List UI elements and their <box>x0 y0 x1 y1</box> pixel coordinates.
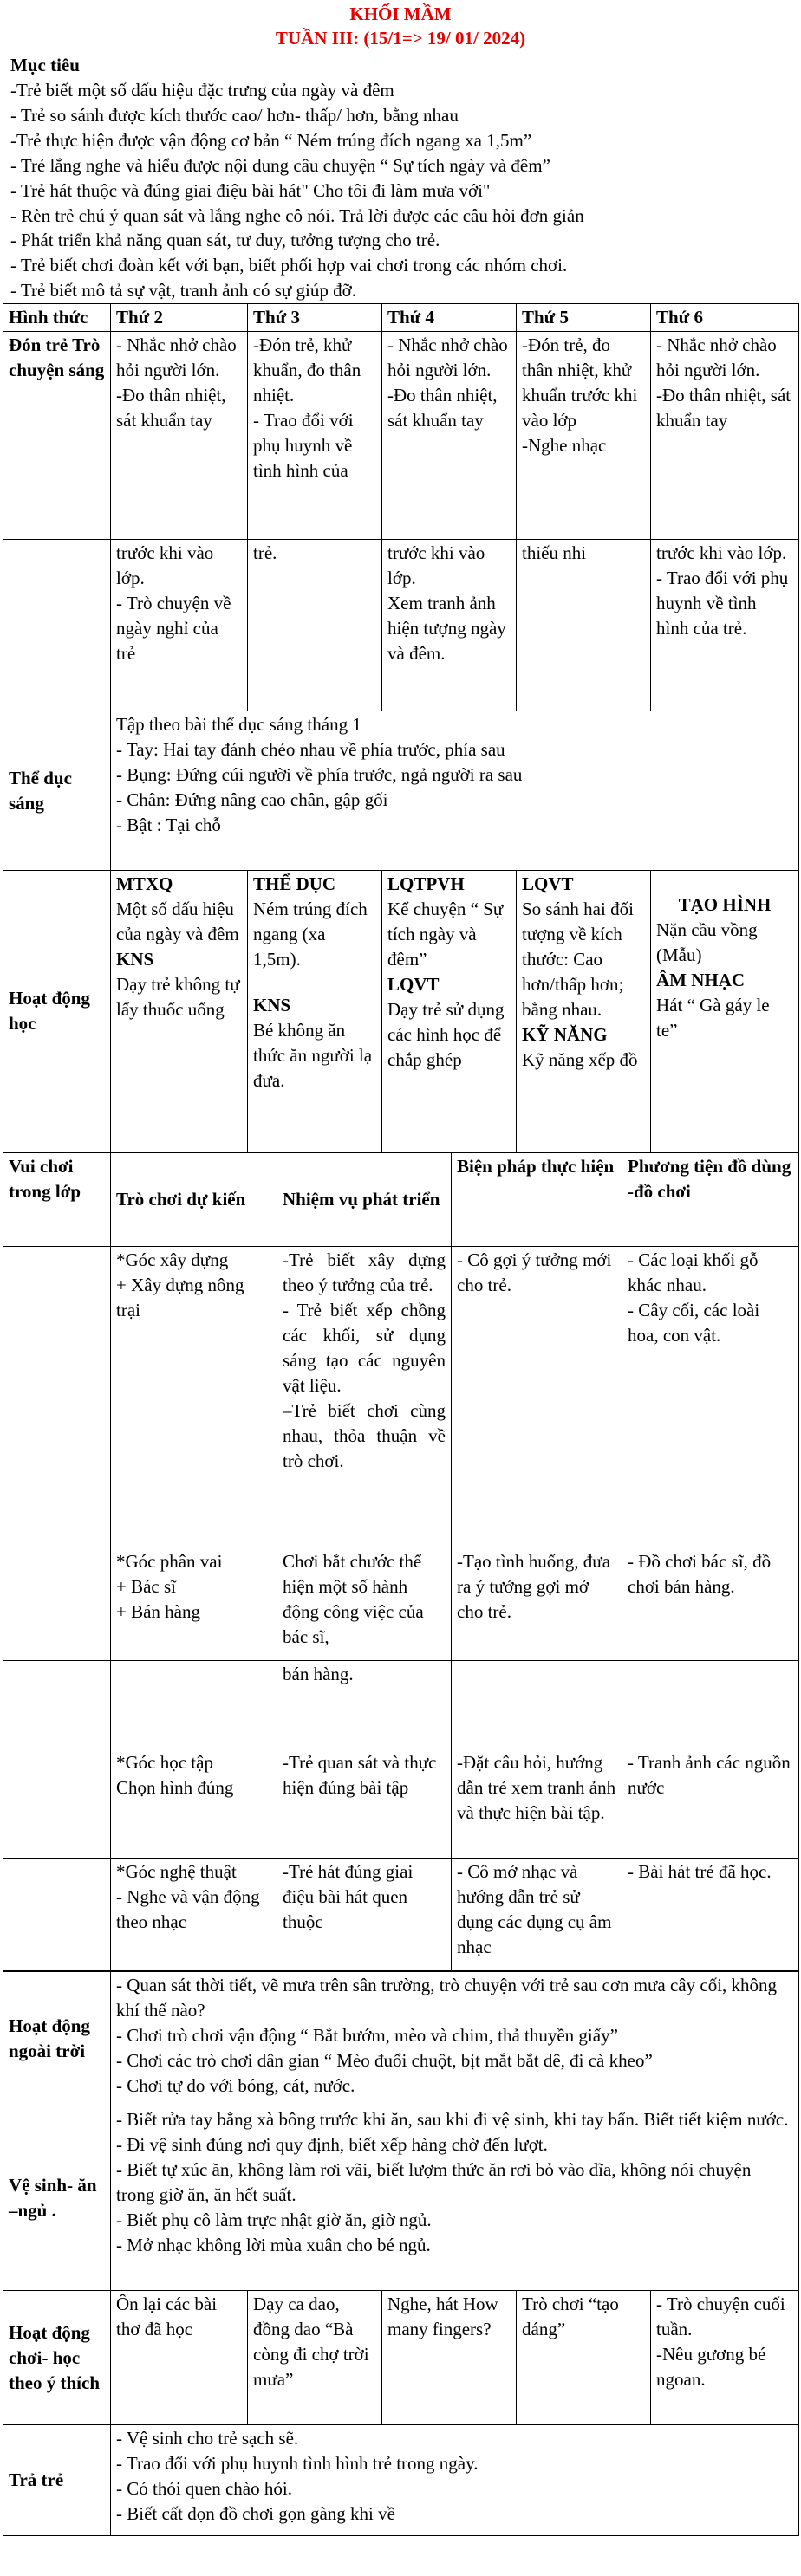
row-label-empty <box>3 1661 111 1749</box>
play-header-row <box>3 1153 799 1247</box>
subject-text: Một số dấu hiệu của ngày và đêm <box>116 899 239 945</box>
subject-title: THỂ DỤC <box>253 873 336 895</box>
subject-title: LQVT <box>387 974 440 996</box>
goal-item: - Trẻ biết mô tả sự vật, tranh ảnh có sự giúp đỡ. <box>10 280 356 302</box>
cell-text: -Trẻ hát đúng giai điệu bài hát quen thuộc <box>277 1859 452 1971</box>
table-row <box>3 1859 799 1971</box>
subject-text: So sánh hai đối tượng về kích thước: Cao hơn/thấp hơn; bằng nhau. <box>522 899 634 1021</box>
cell-text: trước khi vào lớp. - Trò chuyện về ngày nghỉ của trẻ <box>111 540 248 711</box>
cell-text <box>622 1661 799 1749</box>
table-header-row <box>3 304 799 332</box>
goals-title: Mục tiêu <box>10 54 80 75</box>
goals-section <box>0 53 801 304</box>
cell-text: - Tranh ảnh các nguồn nước <box>622 1749 799 1859</box>
row-label-choi-hoc: Hoạt động chơi- học theo ý thích <box>3 2291 111 2425</box>
subject-text: Hát “ Gà gáy le te” <box>656 995 770 1041</box>
goal-item: - Trẻ biết chơi đoàn kết với bạn, biết phối hợp vai chơi trong các nhóm chơi. <box>10 255 568 276</box>
cell-text <box>452 1661 622 1749</box>
cell-line: - Quan sát thời tiết, vẽ mưa trên sân trường, trò chuyện với trẻ sau cơn mưa cây cối, không khí thế nào? <box>116 1975 778 2021</box>
subject-text: Kỹ năng xếp đồ <box>522 1049 638 1071</box>
subject-text: Ném trúng đích ngang (xa 1,5m). <box>253 899 368 970</box>
table-row <box>3 1247 799 1548</box>
row-label-empty <box>3 1749 111 1859</box>
cell-line: - Có thói quen chào hỏi. <box>116 2478 292 2500</box>
cell-text: trẻ. <box>248 540 382 711</box>
goal-item: -Trẻ biết một số dấu hiệu đặc trưng của ngày và đêm <box>10 79 394 101</box>
play-col-header: Trò chơi dự kiến <box>111 1153 277 1247</box>
cell-text: - Các loại khối gỗ khác nhau. - Cây cối, các loài hoa, con vật. <box>622 1247 799 1548</box>
subject-title: LQTPVH <box>387 873 465 895</box>
cell-text: - Bài hát trẻ đã học. <box>622 1859 799 1971</box>
week-title: TUẦN III: (15/1=> 19/ 01/ 2024) <box>275 28 526 49</box>
row-label-hoat-dong-hoc: Hoạt động học <box>3 871 111 1152</box>
cell-line: - Chơi trò chơi vận động “ Bắt bướm, mèo và chim, thả thuyền giấy” <box>116 2025 618 2047</box>
table-row <box>3 1972 799 2106</box>
table-row <box>3 1661 799 1749</box>
cell-text: *Góc phân vai + Bác sĩ + Bán hàng <box>111 1548 277 1661</box>
cell-line: - Tay: Hai tay đánh chéo nhau về phía trước, phía sau <box>116 739 505 761</box>
cell-line: - Vệ sinh cho trẻ sạch sẽ. <box>116 2428 299 2449</box>
row-label-vui-choi: Vui chơi trong lớp <box>3 1153 111 1247</box>
cell-line: - Đi vệ sinh đúng nơi quy định, biết xếp hàng chờ đến lượt. <box>116 2134 548 2156</box>
cell-line: - Trao đổi với phụ huynh tình hình trẻ trong ngày. <box>116 2453 479 2475</box>
table-row <box>3 2106 799 2291</box>
col-header-form: Hình thức <box>3 304 111 332</box>
table-row <box>3 540 799 711</box>
cell-text: *Góc xây dựng + Xây dựng nông trại <box>111 1247 277 1548</box>
col-header-wed: Thứ 4 <box>382 304 517 332</box>
subject-text: Bé không ăn thức ăn người lạ đưa. <box>253 1020 373 1092</box>
col-header-tue: Thứ 3 <box>248 304 382 332</box>
cell-text: -Đặt câu hỏi, hướng dẫn trẻ xem tranh ảnh và thực hiện bài tập. <box>452 1749 622 1859</box>
cell-text: - Nhắc nhở chào hỏi người lớn. -Đo thân nhiệt, sát khuẩn tay <box>111 332 248 540</box>
cell-text: - Nhắc nhở chào hỏi người lớn. -Đo thân nhiệt, sát khuẩn tay <box>382 332 517 540</box>
cell-text: - Trò chuyện cuối tuần. -Nêu gương bé ngoan. <box>651 2291 799 2425</box>
cell-text: trước khi vào lớp. Xem tranh ảnh hiện tượng ngày và đêm. <box>382 540 517 711</box>
table-row <box>3 1548 799 1661</box>
cell-line: - Bụng: Đứng cúi người về phía trước, ngả người ra sau <box>116 764 523 786</box>
play-col-header: Nhiệm vụ phát triển <box>277 1153 452 1247</box>
play-col-header: Phương tiện đồ dùng -đồ chơi <box>622 1153 799 1247</box>
cell-text: - Cô mở nhạc và hướng dẫn trẻ sử dụng các dụng cụ âm nhạc <box>452 1859 622 1971</box>
goal-item: - Trẻ hát thuộc và đúng giai điệu bài hát" Cho tôi đi làm mưa với" <box>10 179 491 201</box>
table-row <box>3 332 799 540</box>
cell-line: - Chơi các trò chơi dân gian “ Mèo đuổi chuột, bịt mắt bắt dê, đi cà kheo” <box>116 2050 653 2072</box>
subject-title: MTXQ <box>116 873 173 895</box>
goal-item: -Trẻ thực hiện được vận động cơ bản “ Ném trúng đích ngang xa 1,5m” <box>10 129 532 151</box>
cell-text: -Tạo tình huống, đưa ra ý tưởng gợi mở cho trẻ. <box>452 1548 622 1661</box>
row-label-empty <box>3 1859 111 1971</box>
table-row <box>3 711 799 871</box>
cell-line: - Bật : Tại chỗ <box>116 814 221 836</box>
subject-text: Kể chuyện “ Sự tích ngày và đêm” <box>387 899 504 970</box>
cell-line: - Biết tự xúc ăn, không làm rơi vãi, biết lượm thức ăn rơi bỏ vào dĩa, không nói chuyện trong giờ ăn, ăn hết suất. <box>116 2159 752 2206</box>
cell-text: Nghe, hát How many fingers? <box>382 2291 517 2425</box>
subject-text: Dạy trẻ sử dụng các hình học để chắp ghép <box>387 999 505 1071</box>
cell-line: - Mở nhạc không lời mùa xuân cho bé ngủ. <box>116 2235 431 2256</box>
row-label-tra-tre: Trả trẻ <box>3 2425 111 2536</box>
goal-item: - Rèn trẻ chú ý quan sát và lắng nghe cô nói. Trả lời được các câu hỏi đơn giản <box>10 204 584 226</box>
cell-text: -Trẻ quan sát và thực hiện đúng bài tập <box>277 1749 452 1859</box>
subject-title: KNS <box>116 949 154 970</box>
cell-text: -Đón trẻ, đo thân nhiệt, khử khuẩn trước khi vào lớp -Nghe nhạc <box>517 332 651 540</box>
cell-text: - Đồ chơi bác sĩ, đồ chơi bán hàng. <box>622 1548 799 1661</box>
play-table <box>3 1152 799 1971</box>
row-label-ngoai-troi: Hoạt động ngoài trời <box>3 1972 111 2106</box>
schedule-table <box>3 303 799 1152</box>
subject-text: Dạy trẻ không tự lấy thuốc uống <box>116 974 240 1021</box>
bottom-table <box>3 1971 799 2536</box>
subject-title: KỸ NĂNG <box>522 1024 608 1046</box>
cell-text: Trò chơi “tạo dáng” <box>517 2291 651 2425</box>
cell-text: thiếu nhi <box>517 540 651 711</box>
cell-text: *Góc học tập Chọn hình đúng <box>111 1749 277 1859</box>
cell-text: - Nhắc nhở chào hỏi người lớn. -Đo thân nhiệt, sát khuẩn tay <box>651 332 799 540</box>
row-label-empty <box>3 1247 111 1548</box>
row-label-empty <box>3 1548 111 1661</box>
cell-line: - Biết rửa tay bằng xà bông trước khi ăn, sau khi đi vệ sinh, khi tay bẩn. Biết tiết kiệm nước. <box>116 2109 789 2131</box>
col-header-thu: Thứ 5 <box>517 304 651 332</box>
row-label-ve-sinh: Vệ sinh- ăn –ngủ . <box>3 2106 111 2291</box>
cell-text: Ôn lại các bài thơ đã học <box>111 2291 248 2425</box>
cell-text: bán hàng. <box>277 1661 452 1749</box>
subject-title: KNS <box>253 995 291 1016</box>
play-col-header: Biện pháp thực hiện <box>452 1153 622 1247</box>
page-title: KHỐI MẦM <box>349 3 452 24</box>
table-row <box>3 2425 799 2536</box>
cell-text: -Trẻ biết xây dựng theo ý tưởng của trẻ. - Trẻ biết xếp chồng các khối, sử dụng sáng tạo các nguyên vật liệu. –Trẻ biết chơi cùng nhau, thỏa thuận về trò chơi. <box>277 1247 452 1548</box>
subject-text: Nặn cầu vồng (Mẫu) <box>656 919 758 966</box>
row-label-the-duc: Thể dục sáng <box>3 711 111 871</box>
cell-text <box>111 1661 277 1749</box>
cell-text: trước khi vào lớp. - Trao đổi với phụ huynh về tình hình của trẻ. <box>651 540 799 711</box>
goal-item: - Trẻ lắng nghe và hiểu được nội dung câu chuyện “ Sự tích ngày và đêm” <box>10 154 550 176</box>
cell-line: - Biết cất dọn đồ chơi gọn gàng khi về <box>116 2503 395 2525</box>
subject-title: TẠO HÌNH <box>678 894 772 916</box>
table-row <box>3 1749 799 1859</box>
row-label-don-tre: Đón trẻ Trò chuyện sáng <box>3 332 111 540</box>
subject-title: LQVT <box>522 873 574 895</box>
col-header-fri: Thứ 6 <box>651 304 799 332</box>
row-label-empty <box>3 540 111 711</box>
cell-text: *Góc nghệ thuật - Nghe và vận động theo nhạc <box>111 1859 277 1971</box>
goal-item: - Trẻ so sánh được kích thước cao/ hơn- thấp/ hơn, bằng nhau <box>10 104 459 126</box>
subject-title: ÂM NHẠC <box>656 970 746 991</box>
col-header-mon: Thứ 2 <box>111 304 248 332</box>
cell-line: - Chơi tự do với bóng, cát, nước. <box>116 2075 355 2097</box>
cell-text: - Cô gợi ý tưởng mới cho trẻ. <box>452 1247 622 1548</box>
cell-text: Chơi bắt chước thể hiện một số hành động công việc của bác sĩ, <box>277 1548 452 1661</box>
cell-line: - Chân: Đứng nâng cao chân, gập gối <box>116 789 388 811</box>
cell-text: -Đón trẻ, khử khuẩn, đo thân nhiệt. - Trao đổi với phụ huynh về tình hình của <box>248 332 382 540</box>
cell-line: - Biết phụ cô làm trực nhật giờ ăn, giờ ngủ. <box>116 2209 432 2231</box>
table-row <box>3 2291 799 2425</box>
cell-text: Dạy ca dao, đồng dao “Bà còng đi chợ trời mưa” <box>248 2291 382 2425</box>
cell-line: Tập theo bài thể dục sáng tháng 1 <box>116 714 361 736</box>
goal-item: - Phát triển khả năng quan sát, tư duy, tưởng tượng cho trẻ. <box>10 230 440 251</box>
table-row <box>3 871 799 1152</box>
document-header <box>0 0 801 51</box>
